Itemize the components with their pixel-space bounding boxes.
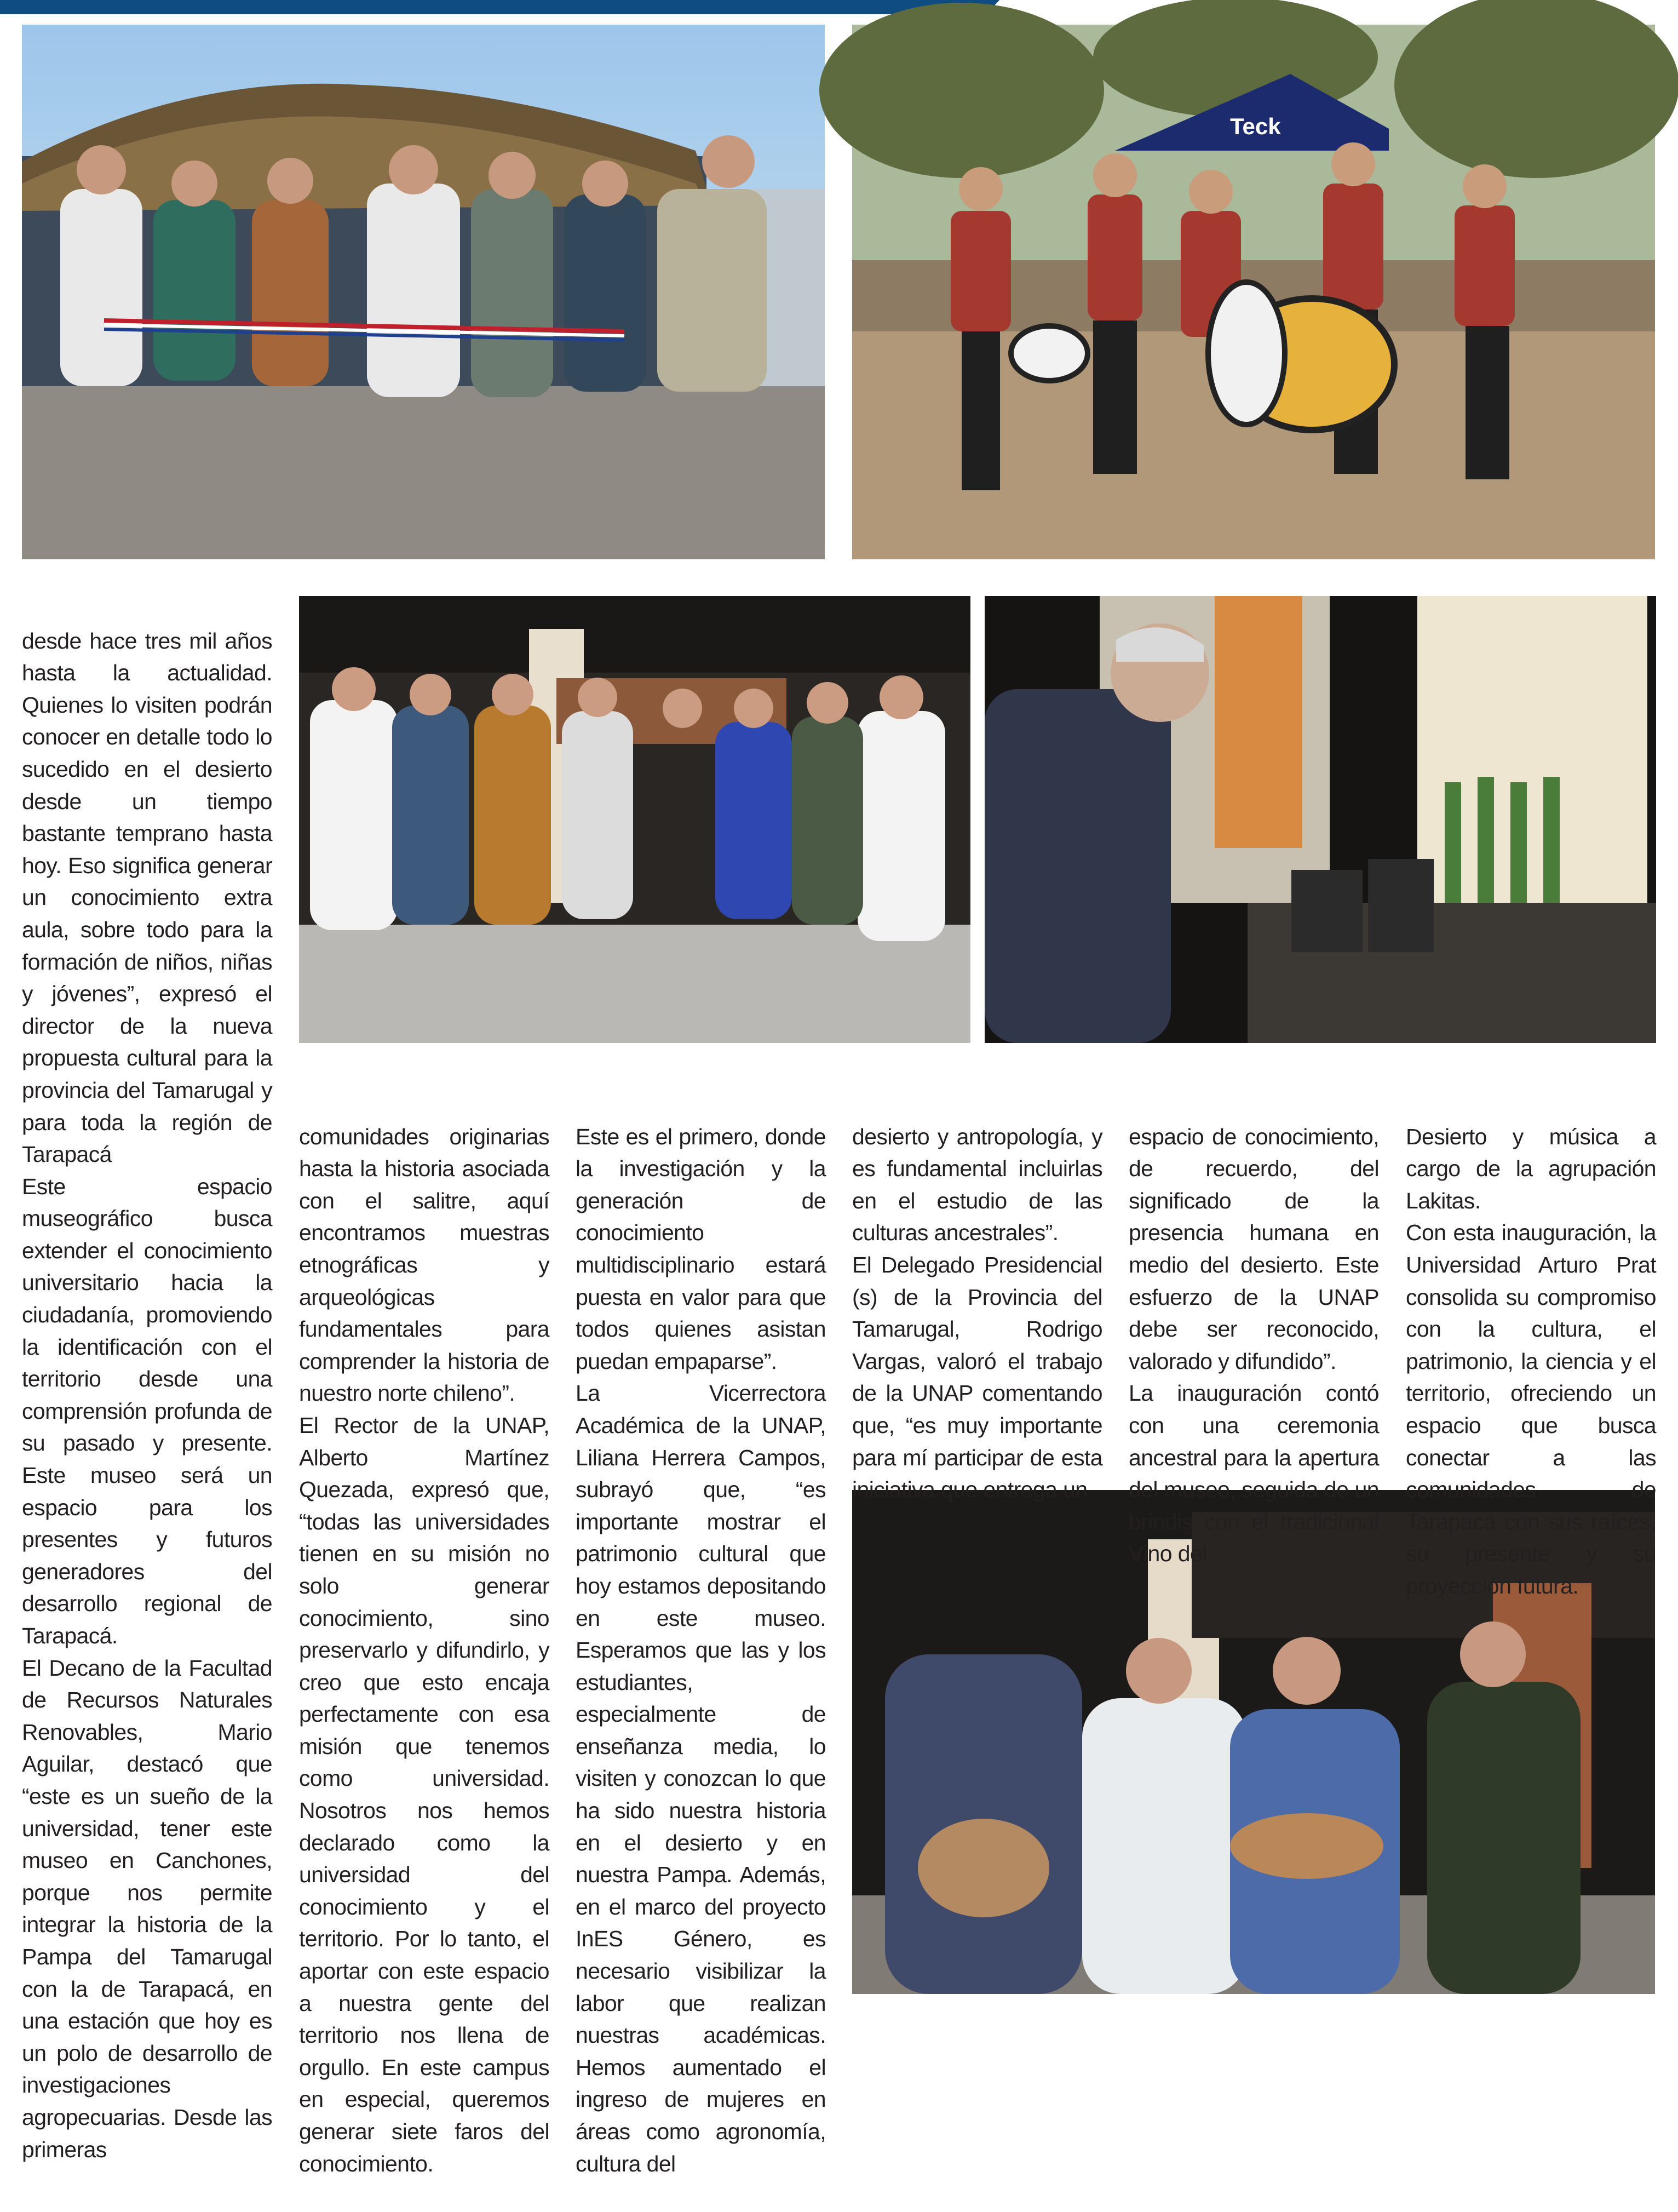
- column-3-text: Este es el primero, donde la investigación y la generación de conocimiento multidisciplinario estará puesta en valor para que todos quienes asistan puedan empaparse”. La Vicerrectora Académica de la UNAP, Liliana Herrera Campos, subrayó que, “es importante mostrar el patrimonio cultural que hoy estamos depositando en este museo. Esperamos que las y los estudiantes, especialmente de enseñanza media, lo visiten y conozcan lo que ha sido nuestra historia en el desierto y en nuestra Pampa. Además, en el marco del proyecto InES Género, es necesario visibilizar la labor que realizan nuestras académicas. Hemos aumentado el ingreso de mujeres en áreas como agronomía, cultura del: [576, 1124, 826, 2176]
- column-4-text: desierto y antropología, y es fundamental incluirlas en el estudio de las culturas ancestrales”. El Delegado Presidencial (s) de la Provincia del Tamarugal, Rodrigo Vargas, valoró el trabajo de la UNAP comentando que, “es muy importante para mí participar de esta iniciativa que entrega un: [852, 1124, 1102, 1503]
- article-column-2: [299, 1088, 549, 2176]
- article-column-5: [1129, 1088, 1379, 1567]
- header-accent-bar: [0, 0, 999, 14]
- article-column-6: [1406, 1088, 1656, 1598]
- column-6-text: Desierto y música a cargo de la agrupación Lakitas. Con esta inauguración, la Universidad Arturo Prat consolida su compromiso con la cultura, el patrimonio, la ciencia y el territorio, ofreciendo un espacio que busca conectar a las comunidades de Tarapacá con sus raíces, su presente y su proyección futura.: [1406, 1124, 1656, 1598]
- photo-group-museum: [299, 596, 970, 1043]
- article-column-3: [576, 1088, 826, 2176]
- photo-exhibit-visitor: [985, 596, 1656, 1043]
- photo-ribbon-cutting: [22, 25, 825, 559]
- tent-brand-label: Teck: [1230, 113, 1281, 139]
- column-2-text: comunidades originarias hasta la historia asociada con el salitre, aquí encontramos muestras etnográficas y arqueológicas fundamentales para comprender la historia de nuestro norte chileno”. El Rector de la UNAP, Alberto Martínez Quezada, expresó que, “todas las universidades tienen en su misión no solo generar conocimiento, sino preservarlo y difundirlo, y creo que esto encaja perfectamente con esa misión que tenemos como universidad. Nosotros nos hemos declarado como la universidad del conocimiento y el territorio. Por lo tanto, el aportar con este espacio a nuestra gente del territorio nos llena de orgullo. En este campus en especial, queremos generar siete faros del conocimiento.: [299, 1124, 549, 2176]
- article-column-4: [852, 1088, 1102, 1503]
- photo-musicians-band: [852, 25, 1655, 559]
- column-1-text: desde hace tres mil años hasta la actualidad. Quienes lo visiten podrán conocer en detalle todo lo sucedido en el desierto desde un tiempo bastante temprano hasta hoy. Eso significa generar un conocimiento extra aula, sobre todo para la formación de niños, niñas y jóvenes”, expresó el director de la nueva propuesta cultural para la provincia del Tamarugal y para toda la región de Tarapacá Este espacio museográfico busca extender el conocimiento universitario hacia la ciudadanía, promoviendo la identificación con el territorio desde una comprensión profunda de su pasado y presente. Este museo será un espacio para los presentes y futuros generadores del desarrollo regional de Tarapacá. El Decano de la Facultad de Recursos Naturales Renovables, Mario Aguilar, destacó que “este es un sueño de la universidad, tener este museo en Canchones, porque nos permite integrar la historia de la Pampa del Tamarugal con la de Tarapacá, en una estación que hoy es un polo de desarrollo de investigaciones agropecuarias. Desde las primeras: [22, 628, 272, 2162]
- column-5-text: espacio de conocimiento, de recuerdo, del significado de la presencia humana en medio del desierto. Este esfuerzo de la UNAP debe ser reconocido, valorado y difundido”. La inauguración contó con una ceremonia ancestral para la apertura del museo, seguida de un brindis con el tradicional Vino del: [1129, 1124, 1379, 1567]
- article-column-1: [22, 593, 272, 2162]
